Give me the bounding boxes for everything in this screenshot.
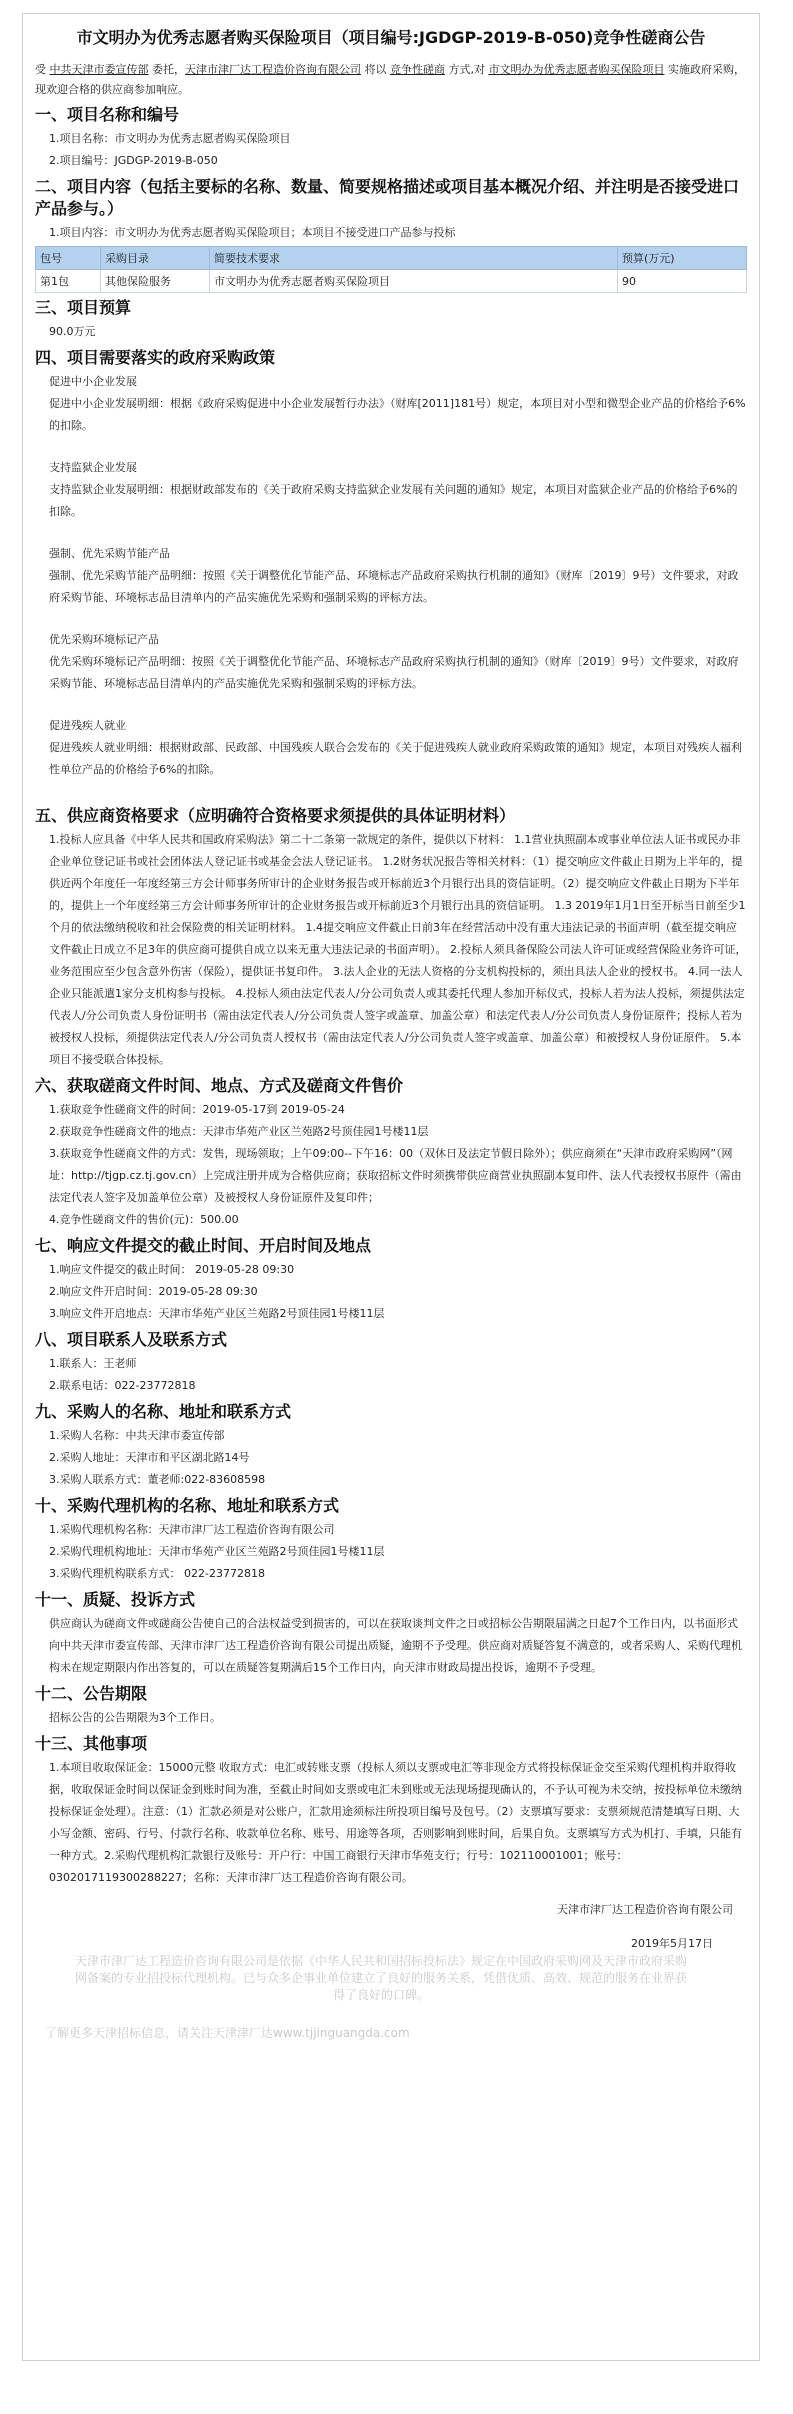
policy-text: 强制、优先采购节能产品明细：按照《关于调整优化节能产品、环境标志产品政府采购执行机制的通知》（财库〔2019〕9号）文件要求，对政府采购节能、环境标志品目清单内的产品实施优先采购和强制采购的评标方法。 — [49, 569, 739, 604]
policy-text: 促进中小企业发展明细：根据《政府采购促进中小企业发展暂行办法》（财库[2011]181号）规定，本项目对小型和微型企业产品的价格给予6%的扣除。 — [49, 397, 746, 432]
page-title: 市文明办为优秀志愿者购买保险项目（项目编号:JGDGP-2019-B-050)竞争性磋商公告 — [76, 28, 706, 47]
section-heading: 五、供应商资格要求（应明确符合资格要求须提供的具体证明材料） — [35, 806, 516, 825]
section-line: 1.项目内容：市文明办为优秀志愿者购买保险项目；本项目不接受进口产品参与投标 — [49, 226, 456, 239]
section-line: 2.联系电话：022-23772818 — [49, 1379, 196, 1392]
table-header: 简要技术要求 — [210, 247, 618, 270]
table-header: 采购目录 — [101, 247, 210, 270]
intro-text: 委托， — [152, 63, 185, 76]
intro-paragraph — [35, 60, 747, 100]
intro-text: 将以 — [364, 63, 387, 76]
project-link[interactable]: 市文明办为优秀志愿者购买保险项目 — [488, 63, 665, 76]
section-line: 1.联系人：王老师 — [49, 1357, 137, 1370]
section-text: 招标公告的公告期限为3个工作日。 — [49, 1711, 221, 1724]
section-heading: 七、响应文件提交的截止时间、开启时间及地点 — [35, 1236, 372, 1255]
table-cell: 市文明办为优秀志愿者购买保险项目 — [210, 270, 618, 293]
agency-link[interactable]: 天津市津厂达工程造价咨询有限公司 — [185, 63, 361, 76]
section-line: 3.获取竞争性磋商文件的方式：发售，现场领取；上午09:00--下午16：00（双休日及法定节假日除外）；供应商须在“天津市政府采购网”（网址：http://tjgp.cz.tj.gov.cn）上完成注册并成为合格供应商；获取招标文件时须携带供应商营业执照副本复印件、法人代表授权书原件（需由法定代表人签字及加盖单位公章）及被授权人身份证原件及复印件； — [49, 1147, 742, 1204]
notice-content — [23, 14, 759, 2042]
section-line: 2.采购代理机构地址：天津市华苑产业区兰苑路2号顶佳园1号楼11层 — [49, 1545, 385, 1558]
policy-title: 强制、优先采购节能产品 — [49, 547, 170, 560]
section-text: 1.本项目收取保证金：15000元整 收取方式：电汇或转账支票（投标人须以支票或电汇等非现金方式将投标保证金交至采购代理机构并取得收据，收取保证金时间以保证金到账时间为准，至截止时间如支票或电汇未到账或无法现场提现确认的，不予认可视为未交纳，按投标单位未缴纳投标保证金处理）。注意：（1）汇款必须是对公账户，汇款用途须标注所投项目编号及包号。（2）支票填写要求：支票须规范清楚填写日期、大小写金额、密码、行号、付款行名称、收款单位名称、账号、用途等各项，否则影响到账时间，后果自负。支票填写方式为机打、手填，只能有一种方式。2.采购代理机构汇款银行及账号：开户行：中国工商银行天津市华苑支行；行号：102110001001；账号：0302017119300288227；名称：天津市津厂达工程造价咨询有限公司。 — [49, 1761, 742, 1884]
section-heading: 九、采购人的名称、地址和联系方式 — [35, 1402, 292, 1421]
table-cell: 90 — [618, 270, 747, 293]
budget-value: 90.0万元 — [49, 325, 96, 338]
section-line: 2.采购人地址：天津市和平区湖北路14号 — [49, 1451, 250, 1464]
notice-frame — [22, 13, 760, 2361]
section-text: 供应商认为磋商文件或磋商公告使自己的合法权益受到损害的，可以在获取谈判文件之日或招标公告期限届满之日起7个工作日内，以书面形式向中共天津市委宣传部、天津市津厂达工程造价咨询有限公司提出质疑，逾期不予受理。供应商对质疑答复不满意的，或者采购人、采购代理机构未在规定期限内作出答复的，可以在质疑答复期满后15个工作日内，向天津市财政局提出投诉，逾期不予受理。 — [49, 1617, 742, 1674]
section-heading: 六、获取磋商文件时间、地点、方式及磋商文件售价 — [35, 1076, 404, 1095]
policy-title: 促进中小企业发展 — [49, 375, 137, 388]
section-heading: 十、采购代理机构的名称、地址和联系方式 — [35, 1496, 340, 1515]
section-heading: 十三、其他事项 — [35, 1734, 148, 1753]
intro-text: 受 — [35, 63, 46, 76]
section-line: 1.项目名称：市文明办为优秀志愿者购买保险项目 — [49, 132, 291, 145]
package-table — [35, 246, 747, 293]
section-line: 3.响应文件开启地点：天津市华苑产业区兰苑路2号顶佳园1号楼11层 — [49, 1307, 385, 1320]
policy-text: 支持监狱企业发展明细：根据财政部发布的《关于政府采购支持监狱企业发展有关问题的通知》规定，本项目对监狱企业产品的价格给予6%的扣除。 — [49, 483, 738, 518]
publish-date: 2019年5月17日 — [631, 1937, 713, 1950]
method-link[interactable]: 竞争性磋商 — [390, 63, 445, 76]
section-line: 3.采购人联系方式：董老师:022-83608598 — [49, 1473, 266, 1486]
footer-more-link[interactable]: 了解更多天津招标信息，请关注天津津厂达www.tjjinguangda.com — [45, 2026, 410, 2040]
section-line: 2.项目编号：JGDGP-2019-B-050 — [49, 154, 218, 167]
section-line: 3.采购代理机构联系方式： 022-23772818 — [49, 1567, 265, 1580]
section-heading: 十一、质疑、投诉方式 — [35, 1590, 196, 1609]
policy-text: 促进残疾人就业明细：根据财政部、民政部、中国残疾人联合会发布的《关于促进残疾人就业政府采购政策的通知》规定，本项目对残疾人福利性单位产品的价格给予6%的扣除。 — [49, 741, 742, 776]
section-line: 1.采购代理机构名称：天津市津厂达工程造价咨询有限公司 — [49, 1523, 335, 1536]
section-line: 2.获取竞争性磋商文件的地点：天津市华苑产业区兰苑路2号顶佳园1号楼11层 — [49, 1125, 429, 1138]
section-heading: 十二、公告期限 — [35, 1684, 148, 1703]
policy-title: 优先采购环境标记产品 — [49, 633, 159, 646]
intro-text: 实施政府采购，现欢迎合格的供应商参加响应。 — [35, 63, 745, 96]
policy-title: 促进残疾人就业 — [49, 719, 126, 732]
section-heading: 八、项目联系人及联系方式 — [35, 1330, 228, 1349]
section-line: 2.响应文件开启时间：2019-05-28 09:30 — [49, 1285, 258, 1298]
section-heading: 二、项目内容（包括主要标的名称、数量、简要规格描述或项目基本概况介绍、并注明是否接受进口产品参与。） — [35, 177, 740, 218]
section-text: 1.投标人应具备《中华人民共和国政府采购法》第二十二条第一款规定的条件，提供以下材料： 1.1营业执照副本或事业单位法人证书或民办非企业单位登记证书或社会团体法人登记证书或基金会法人登记证书。 1.2财务状况报告等相关材料：（1）提交响应文件截止日期为上半年的，提供近两个年度任一年度经第三方会计师事务所审计的企业财务报告或开标前近3个月银行出具的资信证明。（2）提交响应文件截止日期为下半年的，提供上一个年度经第三方会计师事务所审计的企业财务报告或开标前近3个月银行出具的资信证明。 1.3 2019年1月1日至开标当日前至少1个月的依法缴纳税收和社会保险费的相关证明材料。 1.4提交响应文件截止日前3年在经营活动中没有重大违法记录的书面声明（截至提交响应文件截止日成立不足3年的供应商可提供自成立以来无重大违法记录的书面声明）。 2.投标人须具备保险公司法人许可证或经营保险业务许可证，业务范围应至少包含意外伤害（保险），提供证书复印件。 3.法人企业的无法人资格的分支机构投标的，须出具法人企业的授权书。 4.同一法人企业只能派遣1家分支机构参与投标。 4.投标人须由法定代表人/分公司负责人或其委托代理人参加开标仪式，投标人若为法人投标，须提供法定代表人/分公司负责人身份证明书（需由法定代表人/分公司负责人签字或盖章、加盖公章）和法定代表人/分公司负责人身份证原件；投标人若为被授权人投标，须提供法定代表人/分公司负责人授权书（需由法定代表人/分公司负责人签字或盖章、加盖公章）和被授权人身份证原件。 5.本项目不接受联合体投标。 — [49, 833, 747, 1066]
purchaser-link[interactable]: 中共天津市委宣传部 — [49, 63, 149, 76]
table-cell: 第1包 — [36, 270, 101, 293]
intro-text: 方式,对 — [448, 63, 485, 76]
section-heading: 四、项目需要落实的政府采购政策 — [35, 348, 276, 367]
section-heading: 一、项目名称和编号 — [35, 105, 180, 124]
table-header: 预算(万元) — [618, 247, 747, 270]
table-header: 包号 — [36, 247, 101, 270]
footer-note: 天津市津厂达工程造价咨询有限公司是依据《中华人民共和国招标投标法》规定在中国政府采购网及天津市政府采购网备案的专业招投标代理机构。已与众多企事业单位建立了良好的服务关系，凭借优质、高效、规范的服务在业界获得了良好的口碑。 — [75, 1954, 688, 2002]
section-line: 1.响应文件提交的截止时间： 2019-05-28 09:30 — [49, 1263, 295, 1276]
signature: 天津市津厂达工程造价咨询有限公司 — [557, 1903, 733, 1916]
table-header-row — [36, 247, 747, 270]
section-heading: 三、项目预算 — [35, 298, 132, 317]
table-row — [36, 270, 747, 293]
table-cell: 其他保险服务 — [101, 270, 210, 293]
section-line: 1.采购人名称：中共天津市委宣传部 — [49, 1429, 225, 1442]
policy-text: 优先采购环境标记产品明细：按照《关于调整优化节能产品、环境标志产品政府采购执行机制的通知》（财库〔2019〕9号）文件要求，对政府采购节能、环境标志品目清单内的产品实施优先采购和强制采购的评标方法。 — [49, 655, 739, 690]
section-line: 4.竞争性磋商文件的售价(元)：500.00 — [49, 1213, 239, 1226]
policy-title: 支持监狱企业发展 — [49, 461, 137, 474]
section-line: 1.获取竞争性磋商文件的时间：2019-05-17到 2019-05-24 — [49, 1103, 345, 1116]
